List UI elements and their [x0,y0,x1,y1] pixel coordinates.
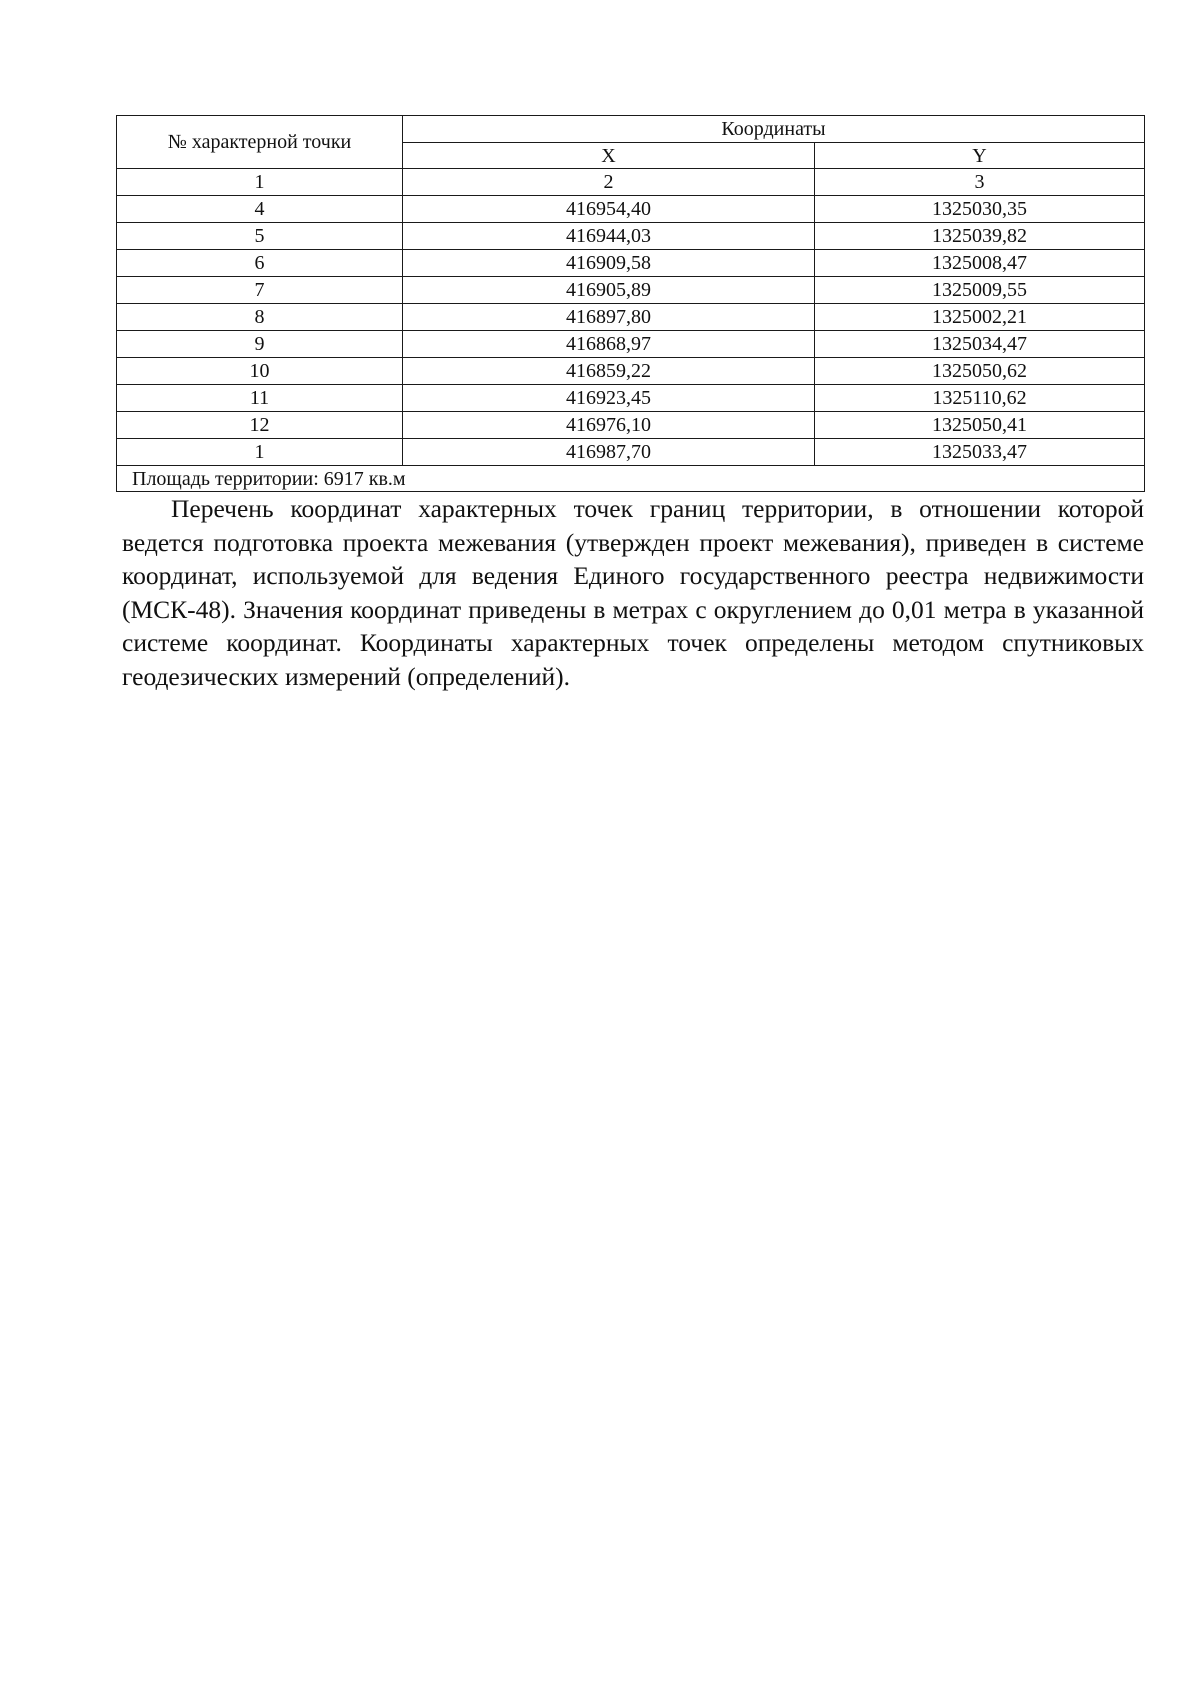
coord-y: 1325002,21 [815,304,1145,331]
coordinates-note-paragraph: Перечень координат характерных точек границ территории, в отношении которой ведется подготовка проекта межевания (утвержден проект межевания), приведен в системе координат, используемой для ведения Единого государственного реестра недвижимости (МСК-48). Значения координат приведены в метрах с округлением до 0,01 метра в указанной системе координат. Координаты характерных точек определены методом спутниковых геодезических измерений (определений). [122,494,1144,691]
point-number: 8 [117,304,403,331]
table-row [117,196,1145,223]
column-index: 1 [117,169,403,196]
coord-y: 1325050,41 [815,412,1145,439]
coord-y: 1325008,47 [815,250,1145,277]
coord-y: 1325030,35 [815,196,1145,223]
table-header-row [117,116,1145,143]
coord-y: 1325009,55 [815,277,1145,304]
coord-x: 416897,80 [403,304,815,331]
coord-x: 416944,03 [403,223,815,250]
coord-x: 416868,97 [403,331,815,358]
header-y: Y [815,143,1145,169]
area-label: Площадь территории: 6917 кв.м [117,466,1145,492]
table-row [117,439,1145,466]
point-number: 7 [117,277,403,304]
point-number: 11 [117,385,403,412]
point-number: 5 [117,223,403,250]
point-number: 6 [117,250,403,277]
coord-x: 416909,58 [403,250,815,277]
table-row [117,331,1145,358]
table-row [117,304,1145,331]
coord-x: 416976,10 [403,412,815,439]
point-number: 12 [117,412,403,439]
header-point-number: № характерной точки [117,116,403,169]
coord-y: 1325110,62 [815,385,1145,412]
table-row [117,412,1145,439]
table-row [117,277,1145,304]
coord-x: 416859,22 [403,358,815,385]
point-number: 4 [117,196,403,223]
coord-y: 1325033,47 [815,439,1145,466]
area-row [117,466,1145,492]
table-row [117,250,1145,277]
column-index-row [117,169,1145,196]
coord-y: 1325050,62 [815,358,1145,385]
table-row [117,385,1145,412]
point-number: 1 [117,439,403,466]
header-coordinates: Координаты [403,116,1145,143]
table-row [117,358,1145,385]
coord-x: 416954,40 [403,196,815,223]
coord-y: 1325039,82 [815,223,1145,250]
coord-y: 1325034,47 [815,331,1145,358]
point-number: 9 [117,331,403,358]
column-index: 3 [815,169,1145,196]
coordinates-table [116,115,1145,492]
coord-x: 416905,89 [403,277,815,304]
header-x: X [403,143,815,169]
point-number: 10 [117,358,403,385]
coord-x: 416923,45 [403,385,815,412]
column-index: 2 [403,169,815,196]
table-row [117,223,1145,250]
coord-x: 416987,70 [403,439,815,466]
